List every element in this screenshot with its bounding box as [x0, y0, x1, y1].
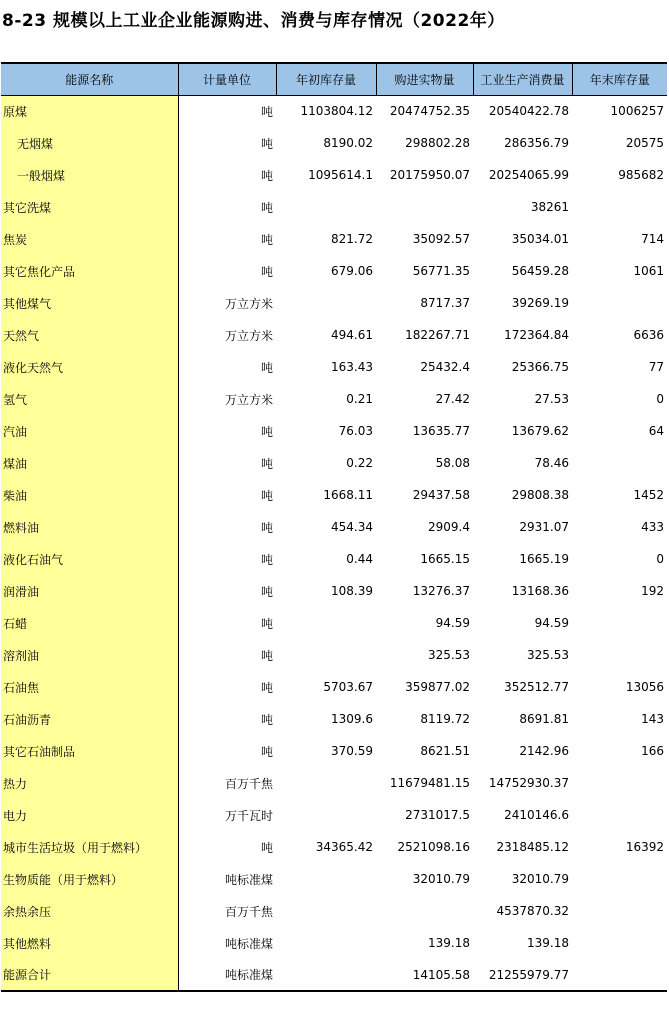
- closing-stock-cell: [572, 767, 667, 799]
- consumption-cell: 13679.62: [511, 424, 569, 438]
- purchases-cell: 359877.02: [405, 680, 470, 694]
- purchases-cell: 20474752.35: [389, 104, 470, 119]
- purchases-cell: 2909.4: [428, 520, 470, 534]
- closing-stock-cell: 433: [641, 520, 664, 534]
- energy-name-cell: 城市生活垃圾（用于燃料）: [1, 831, 178, 863]
- header-unit: 计量单位: [178, 63, 276, 95]
- consumption-cell: 21255979.77: [473, 959, 572, 991]
- purchases-cell: 8621.51: [420, 744, 470, 758]
- header-closing-stock: 年末库存量: [572, 63, 667, 95]
- opening-stock-cell: 0.22: [346, 456, 373, 470]
- table-row: [1, 767, 667, 799]
- table-row: [1, 959, 667, 991]
- energy-name-cell: 氢气: [1, 383, 178, 415]
- purchases-cell: 27.42: [435, 392, 470, 406]
- energy-name-cell: 原煤: [1, 95, 178, 127]
- closing-stock-cell: 1061: [633, 264, 664, 278]
- purchases-cell: 13276.37: [412, 584, 470, 598]
- purchases-cell: 298802.28: [405, 136, 470, 150]
- consumption-cell: 2142.96: [519, 744, 569, 758]
- consumption-cell: 325.53: [527, 648, 569, 662]
- unit-cell: 吨: [260, 584, 273, 599]
- unit-cell: 吨标准煤: [224, 872, 273, 887]
- consumption-cell: 139.18: [527, 936, 569, 950]
- unit-cell: 吨: [260, 680, 273, 695]
- unit-cell: 吨: [260, 136, 273, 151]
- energy-name-cell: 石油焦: [1, 671, 178, 703]
- consumption-cell: 25366.75: [511, 360, 569, 374]
- table-row: [1, 351, 667, 383]
- closing-stock-cell: 0: [656, 552, 664, 566]
- closing-stock-cell: 192: [641, 584, 664, 598]
- purchases-cell: 56771.35: [412, 264, 470, 278]
- unit-cell: 吨: [260, 360, 273, 375]
- purchases-cell: 35092.57: [412, 232, 470, 246]
- consumption-cell: 4537870.32: [496, 904, 569, 918]
- consumption-cell: 13168.36: [511, 584, 569, 598]
- closing-stock-cell: 0: [656, 392, 664, 406]
- energy-name-cell: 生物质能（用于燃料）: [1, 863, 178, 895]
- unit-cell: 吨标准煤: [178, 959, 276, 991]
- table-row: [1, 383, 667, 415]
- energy-name-cell: 石蜡: [1, 607, 178, 639]
- unit-cell: 吨标准煤: [224, 936, 273, 951]
- energy-name-cell: 燃料油: [1, 511, 178, 543]
- purchases-cell: 8717.37: [420, 296, 470, 310]
- energy-name-cell: 无烟煤: [1, 127, 178, 159]
- consumption-cell: 2931.07: [519, 520, 569, 534]
- closing-stock-cell: [572, 191, 667, 223]
- closing-stock-cell: 143: [641, 712, 664, 726]
- header-row: [1, 63, 667, 95]
- opening-stock-cell: 8190.02: [323, 136, 373, 150]
- table-row: [1, 799, 667, 831]
- consumption-cell: 78.46: [534, 456, 569, 470]
- purchases-cell: 182267.71: [405, 328, 470, 342]
- energy-name-cell: 润滑油: [1, 575, 178, 607]
- closing-stock-cell: [572, 287, 667, 319]
- energy-name-cell: 天然气: [1, 319, 178, 351]
- opening-stock-cell: 76.03: [338, 424, 373, 438]
- table-row: [1, 671, 667, 703]
- opening-stock-cell: 494.61: [331, 328, 373, 342]
- table-row: [1, 95, 667, 127]
- header-consumption: 工业生产消费量: [473, 63, 572, 95]
- energy-name-cell: 能源合计: [1, 959, 178, 991]
- opening-stock-cell: 5703.67: [323, 680, 373, 694]
- table-row: [1, 223, 667, 255]
- purchases-cell: 11679481.15: [389, 776, 470, 790]
- consumption-cell: 14752930.37: [488, 776, 569, 790]
- purchases-cell: [376, 895, 473, 927]
- unit-cell: 吨: [260, 456, 273, 471]
- energy-name-cell: 液化天然气: [1, 351, 178, 383]
- purchases-cell: 25432.4: [420, 360, 470, 374]
- closing-stock-cell: 1006257: [610, 104, 664, 119]
- table-row: [1, 127, 667, 159]
- energy-name-cell: 余热余压: [1, 895, 178, 927]
- table-row: [1, 447, 667, 479]
- table-row: [1, 831, 667, 863]
- opening-stock-cell: [276, 927, 376, 959]
- consumption-cell: 20254065.99: [488, 168, 569, 182]
- opening-stock-cell: [276, 895, 376, 927]
- opening-stock-cell: 1103804.12: [300, 104, 373, 119]
- unit-cell: 吨: [260, 168, 273, 183]
- closing-stock-cell: 985682: [618, 168, 664, 182]
- table-row: [1, 575, 667, 607]
- closing-stock-cell: [572, 799, 667, 831]
- table-row: [1, 607, 667, 639]
- unit-cell: 吨: [260, 712, 273, 727]
- energy-name-cell: 汽油: [1, 415, 178, 447]
- energy-table: [1, 62, 667, 992]
- energy-name-cell: 液化石油气: [1, 543, 178, 575]
- energy-name-cell: 其他煤气: [1, 287, 178, 319]
- opening-stock-cell: 163.43: [331, 360, 373, 374]
- purchases-cell: 14105.58: [376, 959, 473, 991]
- unit-cell: 吨: [260, 424, 273, 439]
- energy-name-cell: 电力: [1, 799, 178, 831]
- consumption-cell: 352512.77: [504, 680, 569, 694]
- unit-cell: 吨: [260, 200, 273, 215]
- opening-stock-cell: [276, 607, 376, 639]
- opening-stock-cell: 370.59: [331, 744, 373, 758]
- energy-name-cell: 柴油: [1, 479, 178, 511]
- table-row: [1, 735, 667, 767]
- table-row: [1, 639, 667, 671]
- energy-name-cell: 一般烟煤: [1, 159, 178, 191]
- consumption-cell: 27.53: [534, 392, 569, 406]
- energy-name-cell: 其它石油制品: [1, 735, 178, 767]
- purchases-cell: 29437.58: [412, 488, 470, 502]
- consumption-cell: 286356.79: [504, 136, 569, 150]
- purchases-cell: 2521098.16: [397, 840, 470, 854]
- table-row: [1, 255, 667, 287]
- closing-stock-cell: [572, 927, 667, 959]
- closing-stock-cell: 16392: [625, 840, 664, 854]
- unit-cell: 百万千焦: [224, 904, 273, 919]
- energy-name-cell: 石油沥青: [1, 703, 178, 735]
- closing-stock-cell: [572, 959, 667, 991]
- closing-stock-cell: 6636: [633, 328, 664, 342]
- table-row: [1, 703, 667, 735]
- header-purchases: 购进实物量: [376, 63, 473, 95]
- closing-stock-cell: 64: [648, 424, 664, 438]
- opening-stock-cell: 108.39: [331, 584, 373, 598]
- opening-stock-cell: [276, 863, 376, 895]
- unit-cell: 吨: [260, 840, 273, 855]
- purchases-cell: 13635.77: [412, 424, 470, 438]
- opening-stock-cell: 454.34: [331, 520, 373, 534]
- closing-stock-cell: [572, 607, 667, 639]
- unit-cell: 万立方米: [224, 296, 273, 311]
- closing-stock-cell: 714: [641, 232, 664, 246]
- purchases-cell: 94.59: [435, 616, 470, 630]
- closing-stock-cell: [572, 639, 667, 671]
- consumption-cell: 8691.81: [519, 712, 569, 726]
- opening-stock-cell: [276, 799, 376, 831]
- table-row: [1, 543, 667, 575]
- unit-cell: 吨: [260, 744, 273, 759]
- opening-stock-cell: 1668.11: [323, 488, 373, 502]
- unit-cell: 吨: [260, 616, 273, 631]
- consumption-cell: 172364.84: [504, 328, 569, 342]
- purchases-cell: 139.18: [428, 936, 470, 950]
- table-row: [1, 511, 667, 543]
- purchases-cell: 325.53: [428, 648, 470, 662]
- page-title: 8-23 规模以上工业企业能源购进、消费与库存情况（2022年）: [2, 11, 505, 31]
- consumption-cell: 32010.79: [511, 872, 569, 886]
- table-row: [1, 863, 667, 895]
- energy-name-cell: 煤油: [1, 447, 178, 479]
- opening-stock-cell: 679.06: [331, 264, 373, 278]
- energy-name-cell: 溶剂油: [1, 639, 178, 671]
- opening-stock-cell: 821.72: [331, 232, 373, 246]
- unit-cell: 吨: [260, 648, 273, 663]
- header-opening-stock: 年初库存量: [276, 63, 376, 95]
- energy-name-cell: 热力: [1, 767, 178, 799]
- energy-name-cell: 其它洗煤: [1, 191, 178, 223]
- consumption-cell: 1665.19: [519, 552, 569, 566]
- closing-stock-cell: [572, 447, 667, 479]
- opening-stock-cell: 1309.6: [331, 712, 373, 726]
- purchases-cell: 1665.15: [420, 552, 470, 566]
- table-row: [1, 479, 667, 511]
- energy-name-cell: 焦炭: [1, 223, 178, 255]
- purchases-cell: [376, 191, 473, 223]
- table-row: [1, 287, 667, 319]
- unit-cell: 吨: [260, 488, 273, 503]
- table-row: [1, 415, 667, 447]
- table-body: [1, 95, 667, 991]
- unit-cell: 万立方米: [224, 328, 273, 343]
- opening-stock-cell: [276, 191, 376, 223]
- table-row: [1, 895, 667, 927]
- header-energy-name: 能源名称: [1, 63, 178, 95]
- opening-stock-cell: 1095614.1: [308, 168, 373, 182]
- consumption-cell: 20540422.78: [488, 104, 569, 119]
- unit-cell: 百万千焦: [224, 776, 273, 791]
- consumption-cell: 39269.19: [511, 296, 569, 310]
- unit-cell: 吨: [260, 520, 273, 535]
- opening-stock-cell: [276, 767, 376, 799]
- unit-cell: 吨: [260, 552, 273, 567]
- table-row: [1, 191, 667, 223]
- purchases-cell: 8119.72: [420, 712, 470, 726]
- opening-stock-cell: [276, 639, 376, 671]
- closing-stock-cell: 20575: [625, 136, 664, 150]
- opening-stock-cell: 0.44: [346, 552, 373, 566]
- unit-cell: 吨: [260, 232, 273, 247]
- consumption-cell: 94.59: [534, 616, 569, 630]
- consumption-cell: 29808.38: [511, 488, 569, 502]
- energy-name-cell: 其它焦化产品: [1, 255, 178, 287]
- closing-stock-cell: 1452: [633, 488, 664, 502]
- closing-stock-cell: 166: [641, 744, 664, 758]
- closing-stock-cell: [572, 895, 667, 927]
- consumption-cell: 38261: [530, 200, 569, 214]
- energy-name-cell: 其他燃料: [1, 927, 178, 959]
- unit-cell: 吨: [260, 264, 273, 279]
- closing-stock-cell: [572, 863, 667, 895]
- table-row: [1, 159, 667, 191]
- table-row: [1, 319, 667, 351]
- consumption-cell: 2318485.12: [496, 840, 569, 854]
- purchases-cell: 20175950.07: [389, 168, 470, 182]
- unit-cell: 万千瓦时: [224, 808, 273, 823]
- closing-stock-cell: 77: [648, 360, 664, 374]
- purchases-cell: 58.08: [435, 456, 470, 470]
- consumption-cell: 56459.28: [511, 264, 569, 278]
- purchases-cell: 32010.79: [412, 872, 470, 886]
- consumption-cell: 2410146.6: [504, 808, 569, 822]
- opening-stock-cell: 0.21: [346, 392, 373, 406]
- table-row: [1, 927, 667, 959]
- unit-cell: 万立方米: [224, 392, 273, 407]
- opening-stock-cell: 34365.42: [315, 840, 373, 854]
- closing-stock-cell: 13056: [625, 680, 664, 694]
- purchases-cell: 2731017.5: [405, 808, 470, 822]
- opening-stock-cell: [276, 959, 376, 991]
- opening-stock-cell: [276, 287, 376, 319]
- consumption-cell: 35034.01: [511, 232, 569, 246]
- unit-cell: 吨: [260, 104, 273, 119]
